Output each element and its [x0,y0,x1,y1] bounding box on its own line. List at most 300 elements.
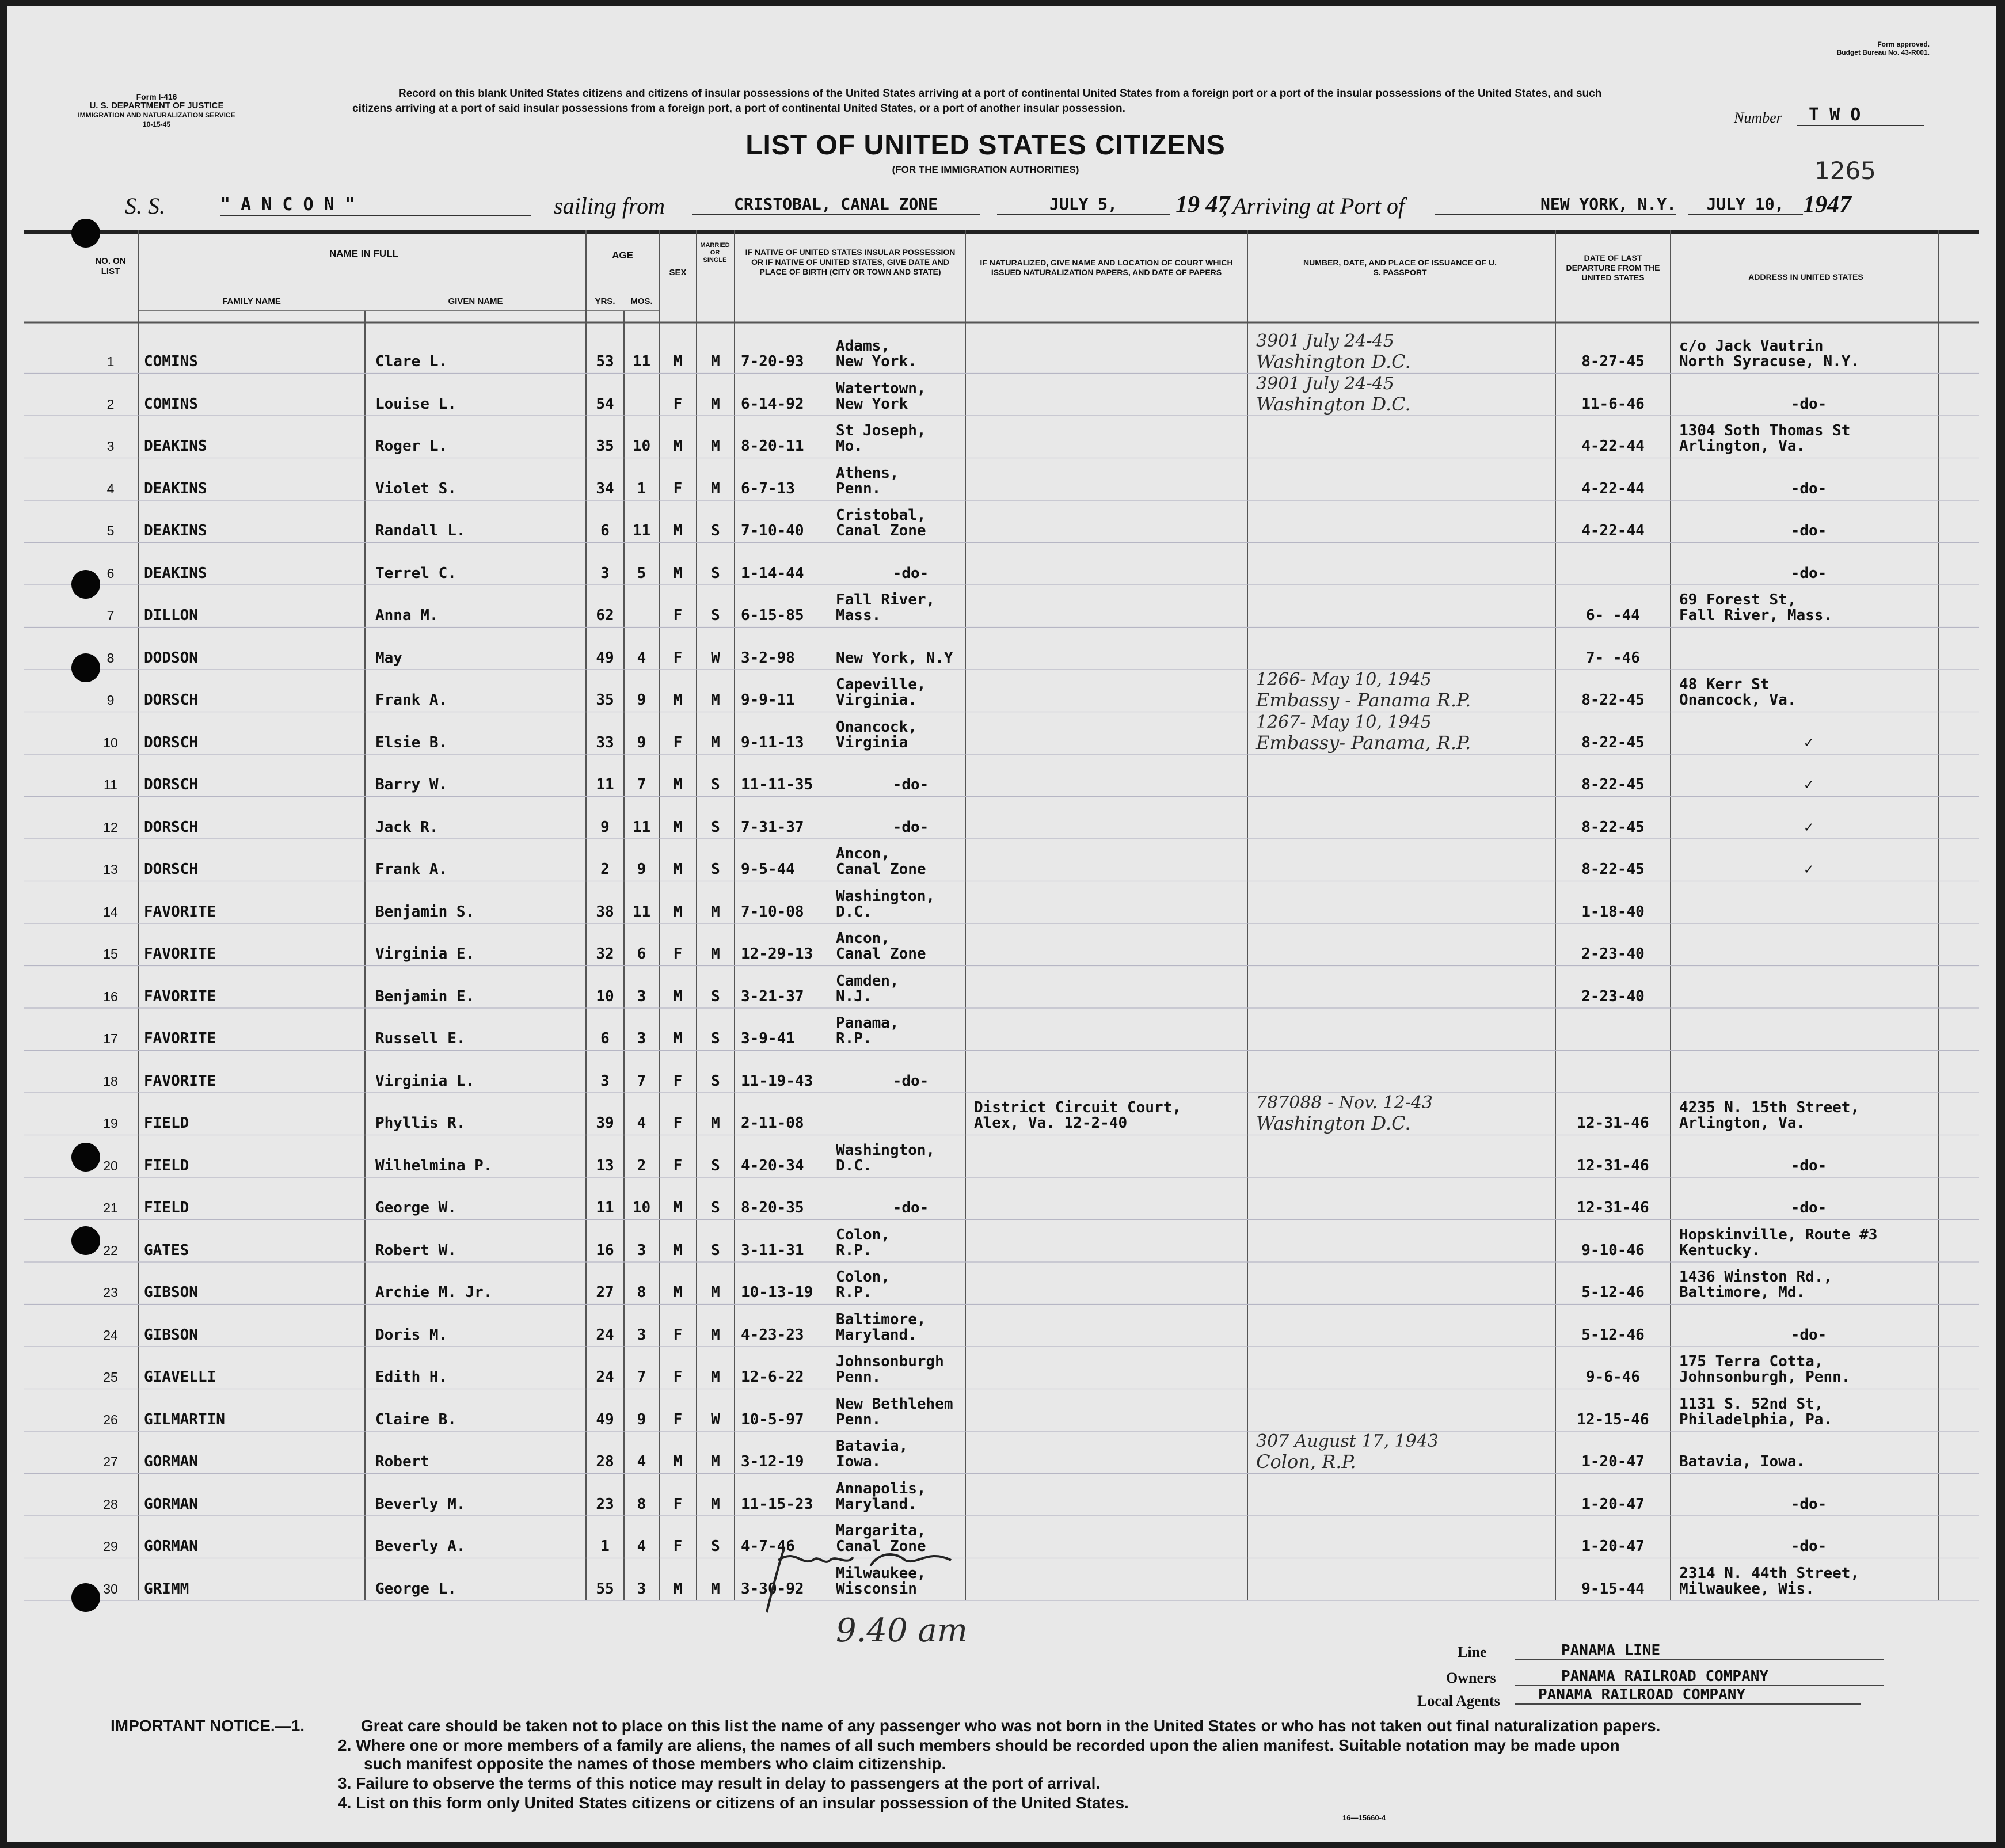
col-yrs: YRS. [595,296,615,306]
cell-family: GIAVELLI [144,1368,216,1386]
cell-ms: M [711,733,720,751]
cell-bp2: New York. [836,353,917,370]
cell-bp1: Batavia, [836,1438,908,1455]
cell-family: FAVORITE [144,987,216,1005]
cell-family: DORSCH [144,691,198,709]
cell-sex: F [673,733,683,751]
cell-sex: F [673,1157,683,1174]
table-row [7,1093,1996,1135]
table-row [7,839,1996,881]
cell-ad2: North Syracuse, N.Y. [1679,353,1860,370]
cell-bd: 9-11-13 [741,733,804,751]
cell-given: Randall L. [375,522,466,539]
cell-bp2: Mo. [836,438,863,455]
cell-passport-number: 3901 July 24-45 [1256,373,1394,394]
binder-hole [71,570,100,599]
cell-ad1: 69 Forest St, [1679,591,1797,609]
cell-given: Benjamin S. [375,903,475,921]
cell-bd: 6-7-13 [741,480,795,497]
cell-given: Clare L. [375,353,448,370]
cell-yrs: 24 [596,1326,614,1344]
number-value: T W O [1797,105,1924,126]
cell-family: GORMAN [144,1453,198,1470]
cell-no: 10 [103,735,118,750]
binder-hole [71,1143,100,1172]
cell-mos: 4 [637,1115,646,1132]
cell-bd: 4-7-46 [741,1538,795,1555]
cell-given: Claire B. [375,1410,456,1428]
table-row [7,1516,1996,1558]
cell-sex: F [673,1410,683,1428]
cell-sex: F [673,1072,683,1090]
cell-passport-place: Washington D.C. [1256,393,1411,415]
col-family-name: FAMILY NAME [222,296,281,306]
ss-label: S. S. [125,193,165,219]
cell-yrs: 24 [596,1368,614,1386]
cell-ad1: 1304 Soth Thomas St [1679,422,1851,439]
cell-ad1: 4235 N. 15th Street, [1679,1099,1860,1116]
cell-given: Robert [375,1453,429,1470]
cell-bp1: St Joseph, [836,422,926,439]
col-native: IF NATIVE OF UNITED STATES INSULAR POSSESSION OR IF NATIVE OF UNITED STATES, GIVE DATE AND PLACE OF BIRTH (CITY OR TOWN AND STATE) [745,248,956,276]
cell-ad1: 48 Kerr St [1679,676,1770,693]
cell-bp2: -do- [892,1199,929,1216]
cell-bd: 11-11-35 [741,776,813,793]
table-row [7,1220,1996,1263]
cell-ad2: ✓ [1804,733,1813,751]
cell-given: Frank A. [375,861,448,878]
cell-ad1: 175 Terra Cotta, [1679,1353,1824,1370]
cell-bp1: Cristobal, [836,507,926,524]
cell-ms: S [711,1030,720,1047]
cell-yrs: 32 [596,945,614,963]
cell-mos: 4 [637,649,646,667]
cell-bd: 7-10-08 [741,903,804,921]
cell-ad2: Philadelphia, Pa. [1679,1410,1833,1428]
cell-yrs: 33 [596,733,614,751]
cell-ad2: Milwaukee, Wis. [1679,1580,1814,1598]
cell-family: DORSCH [144,861,198,878]
cell-bd: 8-20-35 [741,1199,804,1216]
cell-no: 7 [106,608,115,623]
cell-yrs: 55 [596,1580,614,1598]
cell-mos: 3 [637,1241,646,1259]
cell-sex: M [673,1030,683,1047]
cell-given: Benjamin E. [375,987,475,1005]
cell-family: FIELD [144,1199,189,1216]
cell-bp2: Penn. [836,1410,881,1428]
cell-given: Barry W. [375,776,448,793]
cell-bp1: Colon, [836,1268,890,1286]
notice-item-4: 4. List on this form only United States citizens or citizens of an insular possession of the United States. [338,1794,1129,1812]
passenger-table-body [7,6,1996,1842]
cell-ms: S [711,776,720,793]
cell-dep: 8-22-45 [1581,776,1645,793]
cell-dep: 11-6-46 [1581,395,1645,413]
arrival-date: JULY 10, [1688,195,1803,215]
cell-bd: 10-13-19 [741,1284,813,1301]
cell-ms: M [711,1368,720,1386]
cell-ad2: Kentucky. [1679,1241,1760,1259]
cell-bd: 4-23-23 [741,1326,804,1344]
table-row [7,628,1996,670]
cell-passport-place: Washington D.C. [1256,351,1411,372]
cell-mos: 3 [637,1580,646,1598]
cell-sex: F [673,480,683,497]
cell-yrs: 13 [596,1157,614,1174]
cell-no: 20 [103,1158,118,1173]
cell-ad2: ✓ [1804,861,1813,878]
cell-given: Edith H. [375,1368,448,1386]
cell-bd: 3-30-92 [741,1580,804,1598]
cell-bp1: Milwaukee, [836,1564,926,1582]
cell-passport-number: 3901 July 24-45 [1256,331,1394,351]
cell-ms: M [711,903,720,921]
cell-ad2: -do- [1790,1326,1827,1344]
cell-bd: 12-6-22 [741,1368,804,1386]
cell-mos: 9 [637,861,646,878]
cell-no: 4 [106,481,115,496]
cell-passport-number: 1267- May 10, 1945 [1256,712,1432,732]
sail-year: 19 47 [1175,192,1230,218]
table-row [7,881,1996,924]
cell-no: 19 [103,1116,118,1131]
cell-yrs: 3 [600,564,610,582]
cell-ad2: Baltimore, Md. [1679,1284,1806,1301]
cell-bp2: New York [836,395,908,413]
table-row [7,797,1996,839]
table-row [7,1431,1996,1474]
cell-mos: 11 [632,903,651,921]
ship-name: " A N C O N " [220,195,531,216]
arrival-port: NEW YORK, N.Y. [1435,195,1676,215]
table-row [7,500,1996,543]
cell-yrs: 39 [596,1115,614,1132]
cell-mos: 7 [637,1368,646,1386]
cell-sex: M [673,861,683,878]
cell-no: 2 [106,396,115,412]
cell-ms: M [711,1284,720,1301]
cell-bp1: Capeville, [836,676,926,693]
cell-family: DORSCH [144,818,198,836]
cell-mos: 4 [637,1538,646,1555]
cell-family: GRIMM [144,1580,189,1598]
cell-ms: W [711,649,720,667]
cell-family: DEAKINS [144,438,207,455]
cell-bd: 7-31-37 [741,818,804,836]
cell-sex: F [673,945,683,963]
table-row [7,966,1996,1009]
col-name-in-full: NAME IN FULL [329,248,398,259]
cell-mos: 6 [637,945,646,963]
cell-bp2: Penn. [836,1368,881,1386]
table-row [7,585,1996,628]
cell-bp2: Wisconsin [836,1580,917,1598]
cell-given: George W. [375,1199,456,1216]
table-row [7,923,1996,966]
cell-bp1: Ancon, [836,930,890,947]
cell-yrs: 35 [596,691,614,709]
local-agents-label: Local Agents [1417,1693,1500,1709]
cell-no: 11 [104,777,117,792]
cell-bp2: R.P. [836,1284,872,1301]
cell-sex: M [673,1580,683,1598]
cell-bd: 6-15-85 [741,607,804,624]
binder-hole [71,1226,100,1255]
cell-bp1: Panama, [836,1014,899,1032]
cell-bp2: Canal Zone [836,522,926,539]
line-label: Line [1458,1644,1487,1660]
cell-ms: S [711,564,720,582]
cell-yrs: 35 [596,438,614,455]
cell-no: 27 [103,1454,118,1469]
budget-bureau: Budget Bureau No. 43-R001. [1836,48,1930,56]
cell-ad2: -do- [1790,1538,1827,1555]
cell-mos: 2 [637,1157,646,1174]
cell-bp2: Mass. [836,607,881,624]
table-row [7,1177,1996,1220]
cell-ms: S [711,607,720,624]
cell-mos: 11 [632,522,651,539]
cell-family: FAVORITE [144,945,216,963]
local-agents-value: PANAMA RAILROAD COMPANY [1515,1686,1861,1705]
table-row [7,754,1996,797]
cell-bp2: Virginia. [836,691,917,709]
cell-passport-number: 1266- May 10, 1945 [1256,670,1432,690]
cell-bd: 3-2-98 [741,649,795,667]
cell-bp2: R.P. [836,1241,872,1259]
cell-ad2: -do- [1790,1157,1827,1174]
cell-given: Doris M. [375,1326,448,1344]
cell-mos: 4 [637,1453,646,1470]
cell-mos: 7 [637,1072,646,1090]
cell-dep: 4-22-44 [1581,438,1645,455]
cell-ad2: ✓ [1804,818,1813,836]
cell-mos: 5 [637,564,646,582]
cell-sex: M [673,1453,683,1470]
cell-no: 12 [103,819,118,835]
cell-sex: F [673,1115,683,1132]
cell-family: COMINS [144,353,198,370]
cell-dep: 2-23-40 [1581,945,1645,963]
cell-given: Beverly A. [375,1538,466,1555]
table-row [7,1474,1996,1516]
sail-date: JULY 5, [997,195,1170,215]
cell-family: GIBSON [144,1326,198,1344]
cell-ad2: -do- [1790,480,1827,497]
cell-sex: F [673,1326,683,1344]
cell-ms: M [711,691,720,709]
cell-ad1: c/o Jack Vautrin [1679,337,1824,355]
cell-ms: S [711,522,720,539]
cell-bp2: New York, N.Y [836,649,953,667]
cell-dep: 6- -44 [1586,607,1640,624]
line-value: PANAMA LINE [1515,1642,1884,1660]
cell-passport-place: Embassy - Panama R.P. [1256,689,1471,711]
table-row [7,1135,1996,1178]
cell-bd: 10-5-97 [741,1410,804,1428]
cell-sex: M [673,776,683,793]
binder-hole [71,1583,100,1612]
cell-no: 23 [103,1285,118,1300]
cell-ad2: Arlington, Va. [1679,1115,1806,1132]
cell-given: Roger L. [375,438,448,455]
cell-yrs: 28 [596,1453,614,1470]
form-number: Form I-416 [136,92,177,101]
cell-family: DODSON [144,649,198,667]
cell-no: 21 [103,1200,118,1215]
col-mos: MOS. [630,296,653,306]
cell-ad2: -do- [1790,522,1827,539]
cell-dep: 1-20-47 [1581,1495,1645,1513]
cell-given: Virginia E. [375,945,475,963]
col-age: AGE [612,250,633,261]
cell-bp2: -do- [892,818,929,836]
cell-dep: 1-20-47 [1581,1453,1645,1470]
cell-no: 30 [103,1581,118,1596]
cell-bd: 2-11-08 [741,1115,804,1132]
cell-no: 5 [106,523,115,538]
cell-family: GORMAN [144,1538,198,1555]
cell-no: 3 [106,439,115,454]
cell-ad2: -do- [1790,564,1827,582]
cell-yrs: 10 [596,987,614,1005]
cell-sex: F [673,1495,683,1513]
service: IMMIGRATION AND NATURALIZATION SERVICE [78,111,235,119]
cell-bd: 3-21-37 [741,987,804,1005]
cell-yrs: 11 [596,776,614,793]
instruction-text: Record on this blank United States citizens and citizens of insular possessions of the United States arriving at a port of continental United States from a foreign port or a port of the insular possessions of the United States, and such citizens arriving at a port of said insular possessions from a foreign port, a port of continental United States, or a port of another insular possession. [352,88,1602,115]
cell-bp2: Maryland. [836,1495,917,1513]
cell-mos: 3 [637,1030,646,1047]
cell-passport-number: 307 August 17, 1943 [1256,1431,1439,1451]
table-row [7,670,1996,712]
cell-bp1: Onancock, [836,718,917,736]
cell-dep: 1-18-40 [1581,903,1645,921]
cell-sex: M [673,1199,683,1216]
cell-ms: M [711,945,720,963]
cell-dep: 8-27-45 [1581,353,1645,370]
cell-bd: 4-20-34 [741,1157,804,1174]
cell-nat1: District Circuit Court, [974,1099,1182,1116]
cell-ms: M [711,1453,720,1470]
cell-sex: M [673,1241,683,1259]
cell-bp2: N.J. [836,987,872,1005]
cell-bp2: -do- [892,1072,929,1090]
cell-mos: 10 [632,1199,651,1216]
cell-given: Terrel C. [375,564,456,582]
cell-mos: 10 [632,438,651,455]
cell-bd: 1-14-44 [741,564,804,582]
cell-sex: M [673,903,683,921]
cell-mos: 1 [637,480,646,497]
cell-family: DORSCH [144,776,198,793]
printer-code: 16—15660-4 [1342,1813,1386,1822]
cell-sex: M [673,522,683,539]
cell-ms: M [711,1580,720,1598]
col-address: ADDRESS IN UNITED STATES [1748,272,1863,282]
cell-mos: 9 [637,1410,646,1428]
cell-bd: 8-20-11 [741,438,804,455]
cell-yrs: 62 [596,607,614,624]
cell-no: 25 [103,1370,118,1385]
cell-family: DILLON [144,607,198,624]
cell-bp1: Margarita, [836,1522,926,1539]
number-label: Number [1734,109,1782,126]
cell-sex: M [673,438,683,455]
cell-no: 14 [103,904,118,919]
cell-yrs: 16 [596,1241,614,1259]
cell-given: Archie M. Jr. [375,1284,493,1301]
manifest-sheet [7,6,1996,1842]
cell-sex: F [673,607,683,624]
cell-dep: 8-22-45 [1581,733,1645,751]
cell-mos: 9 [637,691,646,709]
cell-given: Jack R. [375,818,439,836]
cell-dep: 12-31-46 [1577,1199,1649,1216]
table-row [7,1389,1996,1432]
cell-ad2: Arlington, Va. [1679,438,1806,455]
owners-label: Owners [1446,1670,1496,1686]
cell-ms: S [711,987,720,1005]
cell-yrs: 38 [596,903,614,921]
table-row [7,458,1996,501]
cell-given: Beverly M. [375,1495,466,1513]
cell-ad2: -do- [1790,1495,1827,1513]
table-row [7,1305,1996,1347]
cell-yrs: 3 [600,1072,610,1090]
cell-bp1: Camden, [836,972,899,990]
cell-mos: 11 [632,353,651,370]
cell-yrs: 23 [596,1495,614,1513]
table-row [7,331,1996,374]
table-row [7,1008,1996,1051]
cell-dep: 1-20-47 [1581,1538,1645,1555]
cell-family: DEAKINS [144,522,207,539]
cell-family: DEAKINS [144,480,207,497]
cell-given: Elsie B. [375,733,448,751]
cell-sex: M [673,564,683,582]
cell-dep: 8-22-45 [1581,818,1645,836]
cell-ad2: -do- [1790,395,1827,413]
cell-no: 1 [106,354,115,369]
cell-bp1: Adams, [836,337,890,355]
page-subtitle: (FOR THE IMMIGRATION AUTHORITIES) [892,164,1079,175]
cell-bd: 12-29-13 [741,945,813,963]
cell-given: Robert W. [375,1241,456,1259]
cell-family: FAVORITE [144,1072,216,1090]
cell-sex: F [673,1538,683,1555]
sailing-from-label: sailing from [554,193,665,219]
cell-ms: M [711,1115,720,1132]
notice-label: IMPORTANT NOTICE.—1. [111,1717,305,1735]
cell-ms: S [711,1199,720,1216]
col-sex: SEX [669,268,687,277]
cell-ms: M [711,480,720,497]
cell-family: GIBSON [144,1284,198,1301]
department: U. S. DEPARTMENT OF JUSTICE [89,101,224,111]
cell-dep: 9-6-46 [1586,1368,1640,1386]
cell-yrs: 11 [596,1199,614,1216]
cell-ad2: Fall River, Mass. [1679,607,1833,624]
binder-hole [71,653,100,682]
cell-bp2: D.C. [836,903,872,921]
table-row [7,1262,1996,1305]
arrival-year: 1947 [1803,192,1851,218]
cell-passport-number: 787088 - Nov. 12-43 [1256,1093,1433,1113]
cell-bd: 9-5-44 [741,861,795,878]
cell-dep: 8-22-45 [1581,691,1645,709]
